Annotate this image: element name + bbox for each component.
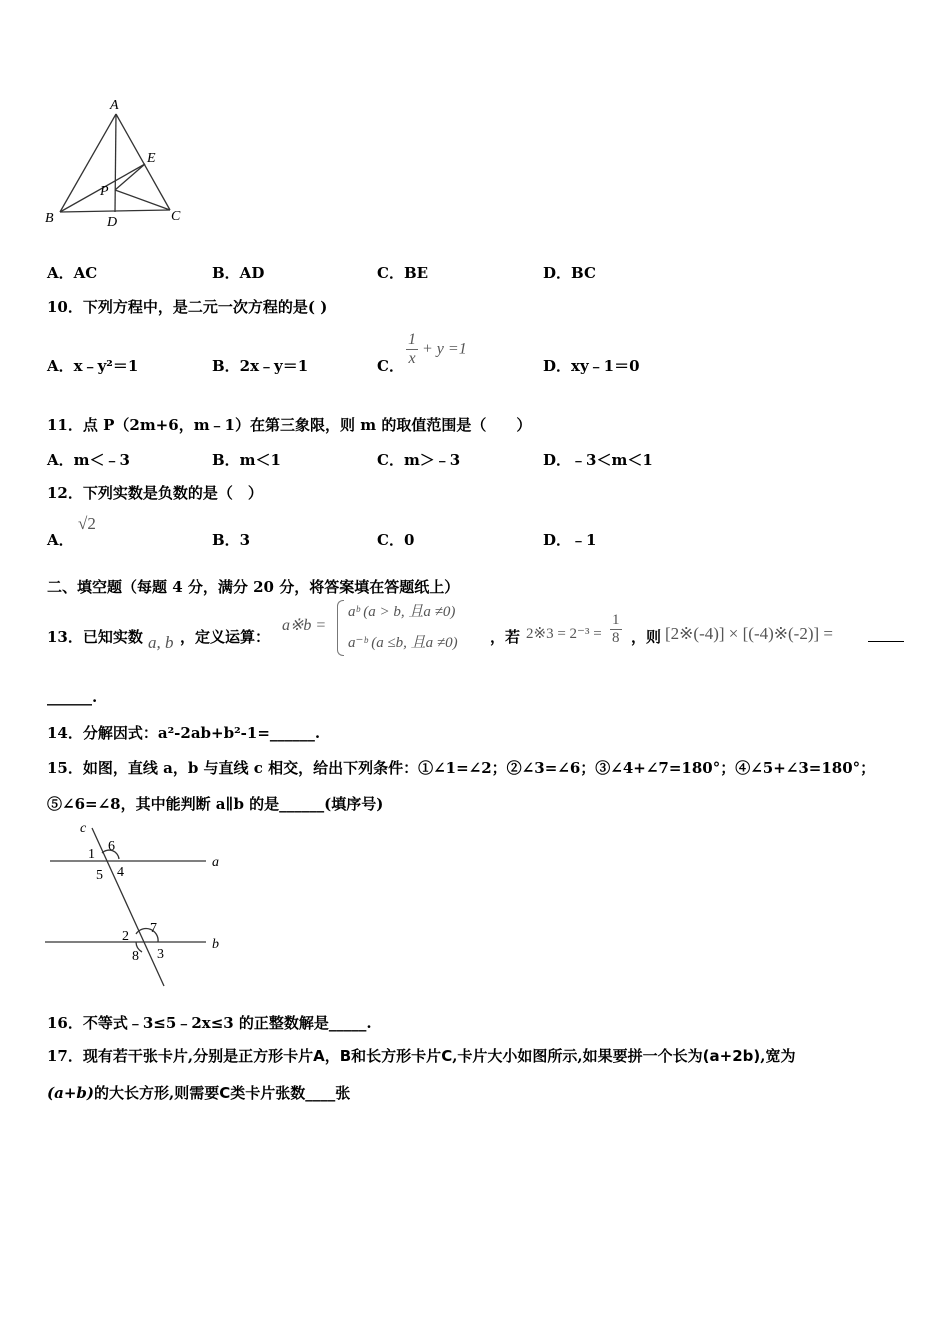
q9-option-a[interactable]: A．AC: [47, 264, 98, 282]
q12-option-a-label[interactable]: A．: [47, 531, 74, 549]
q17-text-2: 和长方形卡片: [351, 1047, 442, 1065]
q11-option-b[interactable]: B．m＜1: [212, 451, 281, 469]
fraction-denominator: 8: [612, 630, 620, 646]
q13-number: 13．已知实数: [47, 628, 143, 646]
q13-answer-blank[interactable]: [868, 641, 904, 642]
label-D: D: [107, 215, 118, 230]
q13-example-fraction: [610, 612, 622, 647]
card-A: A: [313, 1047, 325, 1065]
q10-option-c-expression[interactable]: [406, 331, 467, 368]
label-E: E: [147, 151, 156, 166]
section-heading-fill-in: 二、填空题（每题 4 分，满分 20 分，将答案填在答题纸上）: [47, 578, 460, 596]
q17-comma: ，: [324, 1047, 340, 1065]
q17-text-6: 类卡片张数____张: [230, 1084, 351, 1102]
q13-then: ，则: [631, 628, 662, 646]
angle-label-1: 1: [88, 847, 95, 862]
q12-option-b[interactable]: B．3: [212, 531, 251, 549]
q17-line1: [47, 1045, 795, 1066]
fraction-denominator: x: [408, 350, 416, 367]
fraction-numerator: 1: [408, 331, 416, 348]
line-label-b: b: [212, 937, 219, 952]
q9-option-b[interactable]: B．AD: [212, 264, 265, 282]
q17-text-1: 17．现有若干张卡片,分别是正方形卡片: [47, 1047, 314, 1065]
angle-label-4: 4: [117, 865, 124, 880]
q12-question: 12．下列实数是负数的是（ ）: [47, 484, 263, 502]
angle-label-8: 8: [132, 949, 139, 964]
parallel-lines-figure: [40, 818, 240, 990]
triangle-figure: [40, 92, 200, 232]
q12-option-d[interactable]: D．﹣1: [543, 531, 597, 549]
q9-option-c[interactable]: C．BE: [377, 264, 429, 282]
card-B: B: [339, 1047, 352, 1065]
case-brace: [337, 600, 344, 656]
q11-option-a[interactable]: A．m＜﹣3: [47, 451, 130, 469]
q17-text-3: ,卡片大小如图所示,如果要拼一个长为: [452, 1047, 703, 1065]
q17-text-5: 的大长方形,则需要: [93, 1084, 220, 1102]
q10-option-c-tail: + y =1: [422, 340, 467, 358]
line-label-a: a: [212, 855, 219, 870]
q13-example: 2※3 = 2⁻³ =: [526, 626, 602, 642]
q17-text-4: ,宽为: [760, 1047, 796, 1065]
label-B: B: [45, 211, 54, 226]
q12-option-c[interactable]: C．0: [377, 531, 415, 549]
q13-blank-end[interactable]: ______.: [47, 688, 98, 706]
angle-label-7: 7: [150, 921, 157, 936]
q13-cond: ，若: [490, 628, 521, 646]
q13-expression: [2※(-4)] × [(-4)※(-2)] =: [665, 624, 834, 643]
q11-option-d[interactable]: D．﹣3＜m＜1: [543, 451, 653, 469]
q16-question: 16．不等式﹣3≤5﹣2x≤3 的正整数解是_____.: [47, 1014, 372, 1032]
angle-label-2: 2: [122, 929, 129, 944]
card-C: C: [441, 1047, 453, 1065]
q10-option-c-label[interactable]: C．: [377, 357, 404, 375]
q13-vars: a, b: [148, 633, 174, 652]
q13-case2: a⁻ᵇ (a ≤b, 且a ≠0): [348, 635, 458, 651]
q13-case1: aᵇ (a > b, 且a ≠0): [348, 604, 456, 620]
q14-question: 14．分解因式：a²-2ab+b²-1=______.: [47, 724, 321, 742]
label-P: P: [100, 184, 109, 199]
q10-question: 10．下列方程中，是二元一次方程的是( ): [47, 298, 328, 316]
q9-option-d[interactable]: D．BC: [543, 264, 596, 282]
q13-mid: ，定义运算：: [180, 628, 271, 646]
q10-option-d[interactable]: D．xy﹣1＝0: [543, 357, 640, 375]
q10-option-b[interactable]: B．2x﹣y＝1: [212, 357, 309, 375]
label-C: C: [171, 209, 181, 224]
angle-label-5: 5: [96, 868, 103, 883]
fraction: [406, 331, 418, 368]
label-A: A: [110, 98, 119, 113]
card-C-ref: C: [219, 1084, 231, 1102]
q11-option-c[interactable]: C．m＞﹣3: [377, 451, 461, 469]
q10-option-a[interactable]: A．x﹣y²＝1: [47, 357, 139, 375]
q11-question: 11．点 P（2m+6，m﹣1）在第三象限，则 m 的取值范围是（ ）: [47, 416, 532, 434]
q17-line2: [47, 1082, 350, 1103]
angle-label-3: 3: [157, 947, 164, 962]
q12-option-a-sqrt[interactable]: √2: [78, 514, 96, 533]
q13-def-lhs: a※b =: [282, 617, 327, 634]
q17-width: (a+b): [47, 1084, 94, 1102]
line-label-c: c: [80, 821, 87, 836]
angle-label-6: 6: [108, 839, 115, 854]
q17-length: (a+2b): [702, 1047, 761, 1065]
q15-line1: 15．如图，直线 a，b 与直线 c 相交，给出下列条件：①∠1=∠2；②∠3=∠6；③∠4+∠7=180°；④∠5+∠3=180°；: [47, 759, 876, 777]
q15-line2: ⑤∠6=∠8，其中能判断 a∥b 的是______(填序号): [47, 795, 384, 813]
fraction-numerator: 1: [612, 612, 620, 628]
